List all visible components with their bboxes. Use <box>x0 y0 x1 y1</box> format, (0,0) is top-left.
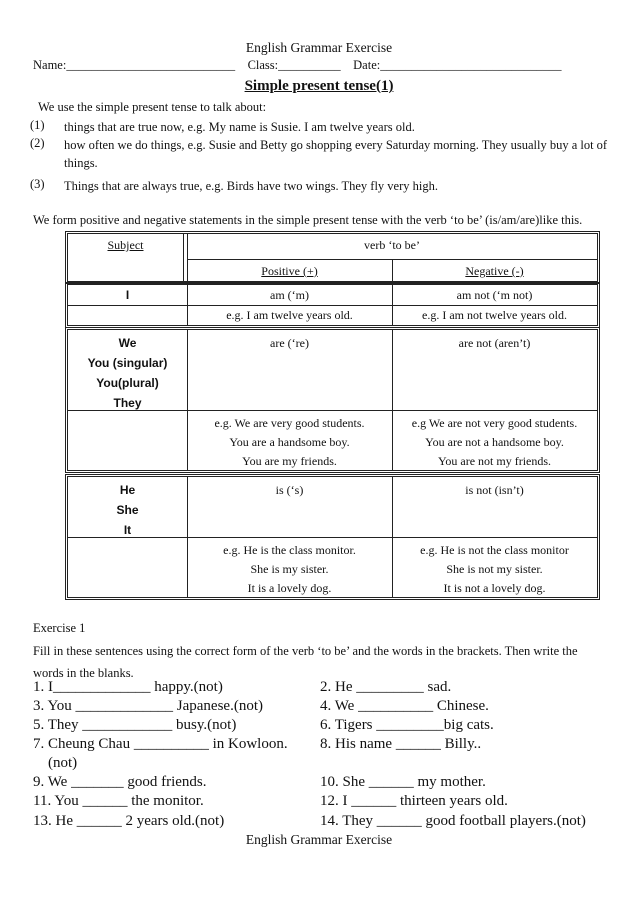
positive-form: are (‘re) <box>270 336 309 350</box>
rule-text: things that are true now, e.g. My name is Susie. I am twelve years old. <box>64 120 415 134</box>
example-line: e.g. He is the class monitor. <box>223 543 356 557</box>
name-field: Name:___________________________ <box>33 58 236 72</box>
example-line: You are not a handsome boy. <box>425 435 564 449</box>
intro-text: We use the simple present tense to talk about: <box>38 100 267 114</box>
example-line: It is a lovely dog. <box>247 581 332 595</box>
table-group-i <box>65 282 600 328</box>
positive-form: is (‘s) <box>275 483 304 497</box>
question-9: 9. We _______ good friends. <box>33 774 207 790</box>
subject-cell: I <box>125 288 130 302</box>
subject-you-plural: You(plural) <box>96 376 159 390</box>
question-2: 2. He _________ sad. <box>320 679 452 695</box>
example-line: She is not my sister. <box>446 562 543 576</box>
negative-example: e.g. I am not twelve years old. <box>422 308 567 322</box>
question-12: 12. I ______ thirteen years old. <box>320 793 508 809</box>
example-line: You are not my friends. <box>437 454 552 468</box>
question-8: 8. His name ______ Billy.. <box>320 736 482 752</box>
date-field: Date:_____________________________ <box>353 58 562 72</box>
subject-he: He <box>119 483 136 497</box>
example-line: It is not a lovely dog. <box>443 581 546 595</box>
subject-you-singular: You (singular) <box>87 356 168 370</box>
rule-text: Things that are always true, e.g. Birds have two wings. They fly very high. <box>64 179 438 193</box>
rule-item <box>30 136 610 174</box>
worksheet-footer: English Grammar Exercise <box>245 832 393 847</box>
rule-number: (2) <box>30 136 45 150</box>
example-line: She is my sister. <box>250 562 329 576</box>
table-group-we-you-they <box>65 327 600 473</box>
example-line: e.g We are not very good students. <box>411 416 578 430</box>
lesson-title: Simple present tense(1) <box>244 78 394 94</box>
rule-item <box>30 118 610 138</box>
rule-number: (1) <box>30 118 45 132</box>
exercise-instructions: Fill in these sentences using the correct form of the verb ‘to be’ and the words in the brackets. Then write the words in the blanks. <box>33 644 578 680</box>
positive-header: Positive (+) <box>261 264 318 278</box>
form-statement: We form positive and negative statements in the simple present tense with the verb ‘to be’ (is/am/are)like this. <box>33 213 583 227</box>
rule-text: how often we do things, e.g. Susie and Betty go shopping every Saturday morning. They usually buy a lot of things. <box>64 138 608 170</box>
subject-cell <box>68 333 187 413</box>
question-13: 13. He ______ 2 years old.(not) <box>33 813 225 829</box>
positive-examples <box>187 414 392 471</box>
question-11: 11. You ______ the monitor. <box>33 793 204 809</box>
positive-examples <box>187 541 392 598</box>
subject-she: She <box>116 503 139 517</box>
negative-examples <box>392 414 597 471</box>
verb-header: verb ‘to be’ <box>364 238 420 252</box>
student-info-line <box>33 58 561 73</box>
subject-they: They <box>113 396 142 410</box>
subject-cell <box>68 480 187 540</box>
negative-form: is not (isn’t) <box>465 483 524 497</box>
example-line: You are my friends. <box>242 454 337 468</box>
exercise-title: Exercise 1 <box>33 621 86 635</box>
question-6: 6. Tigers _________big cats. <box>320 717 494 733</box>
positive-example: e.g. I am twelve years old. <box>226 308 353 322</box>
example-line: You are a handsome boy. <box>229 435 350 449</box>
subject-we: We <box>118 336 137 350</box>
example-line: e.g. We are very good students. <box>214 416 365 430</box>
negative-form: are not (aren’t) <box>458 336 531 350</box>
question-3: 3. You _____________ Japanese.(not) <box>33 698 263 714</box>
subject-it: It <box>123 523 132 537</box>
negative-examples <box>392 541 597 598</box>
class-field: Class:__________ <box>247 58 341 72</box>
question-7-continuation: (not) <box>48 755 78 771</box>
header-table <box>65 231 600 284</box>
worksheet-header: English Grammar Exercise <box>245 40 393 55</box>
question-10: 10. She ______ my mother. <box>320 774 486 790</box>
question-14: 14. They ______ good football players.(not) <box>320 813 586 829</box>
negative-header: Negative (-) <box>465 264 524 278</box>
subject-header: Subject <box>107 238 144 252</box>
question-5: 5. They ____________ busy.(not) <box>33 717 237 733</box>
question-7: 7. Cheung Chau __________ in Kowloon. <box>33 736 288 752</box>
question-4: 4. We __________ Chinese. <box>320 698 489 714</box>
rule-item <box>30 177 610 197</box>
question-1: 1. I_____________ happy.(not) <box>33 679 223 695</box>
rule-number: (3) <box>30 177 45 191</box>
example-line: e.g. He is not the class monitor <box>420 543 569 557</box>
positive-form: am (‘m) <box>270 288 309 302</box>
table-group-he-she-it <box>65 474 600 600</box>
negative-form: am not (‘m not) <box>456 288 533 302</box>
